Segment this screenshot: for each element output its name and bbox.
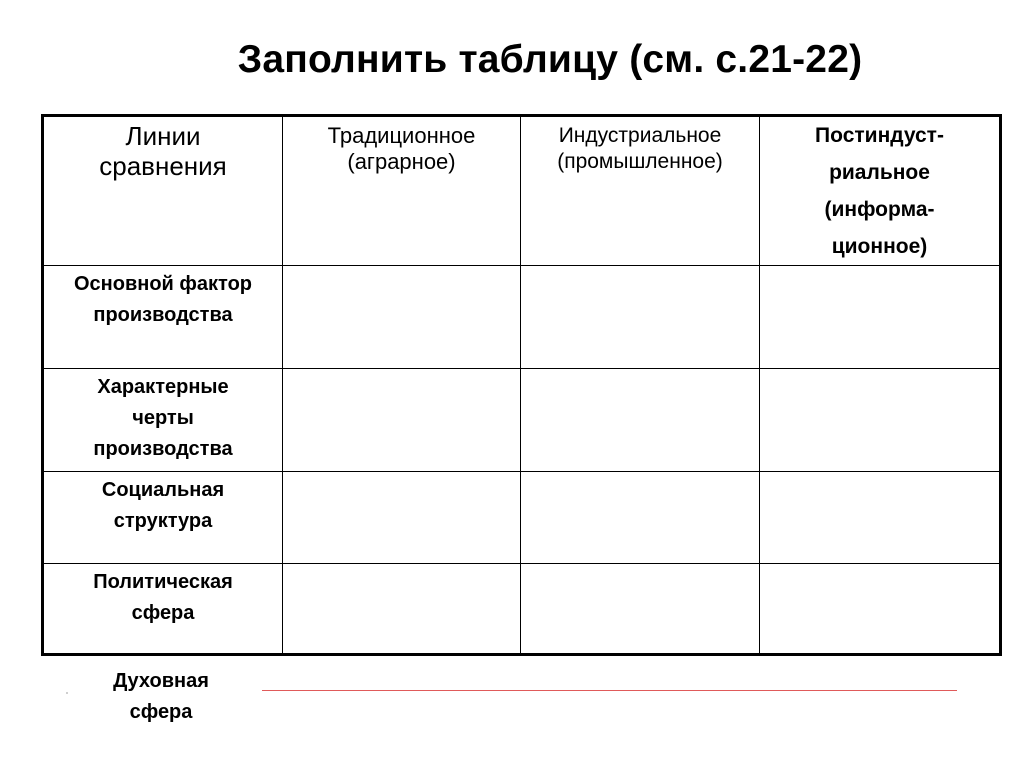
table-row xyxy=(43,266,1001,369)
table-cell-empty[interactable] xyxy=(521,266,760,369)
table-cell-empty[interactable] xyxy=(283,472,521,564)
table-cell-empty[interactable] xyxy=(760,472,1001,564)
header-text-line: риальное xyxy=(829,161,930,184)
header-cell-industrial xyxy=(521,116,760,266)
header-text-line: Индустриальное xyxy=(558,124,722,147)
row-label-line: структура xyxy=(113,510,213,532)
row-label-line: Характерные xyxy=(97,376,229,398)
row-label-line: производства xyxy=(93,304,233,326)
row-label-production-features xyxy=(43,369,283,472)
row-label-line: Политическая xyxy=(93,571,233,593)
page-title: Заполнить таблицу (см. с.21-22) xyxy=(237,38,863,81)
table-cell-empty[interactable] xyxy=(760,266,1001,369)
row-label-line: Основной фактор xyxy=(73,273,253,295)
row-label-political-sphere xyxy=(43,564,283,655)
table-cell-empty[interactable] xyxy=(283,369,521,472)
table-row xyxy=(43,564,1001,655)
header-text-line: ционное) xyxy=(831,235,928,258)
table-header-row xyxy=(43,116,1001,266)
table-row xyxy=(43,472,1001,564)
header-text-line: (промышленное) xyxy=(557,150,723,173)
row-label-line: черты xyxy=(132,407,194,429)
row-label-line: Социальная xyxy=(101,479,225,501)
row-label-line: сфера xyxy=(131,602,195,624)
header-cell-traditional xyxy=(283,116,521,266)
row-label-line: Духовная xyxy=(113,670,209,692)
header-text-line: Традиционное xyxy=(327,123,476,148)
table-cell-empty[interactable] xyxy=(521,369,760,472)
row-label-line: сфера xyxy=(129,701,193,723)
row-label-line: производства xyxy=(93,438,233,460)
header-text-line: Постиндуст- xyxy=(815,124,944,147)
row-label-spiritual-sphere xyxy=(86,666,236,728)
row-label-social-structure xyxy=(43,472,283,564)
fill-in-line xyxy=(262,690,957,691)
header-text-line: сравнения xyxy=(99,151,227,181)
header-cell-comparison-lines xyxy=(43,116,283,266)
header-text-line: (информа- xyxy=(824,198,935,221)
table-cell-empty[interactable] xyxy=(760,369,1001,472)
table-cell-empty[interactable] xyxy=(521,472,760,564)
table-cell-empty[interactable] xyxy=(283,564,521,655)
header-text-line: Линии xyxy=(125,121,201,151)
table-cell-empty[interactable] xyxy=(760,564,1001,655)
table-cell-empty[interactable] xyxy=(521,564,760,655)
table-row xyxy=(43,369,1001,472)
table-cell-empty[interactable] xyxy=(283,266,521,369)
header-text-line: (аграрное) xyxy=(347,149,456,174)
header-cell-postindustrial xyxy=(760,116,1001,266)
comparison-table xyxy=(41,114,1002,656)
stray-dot xyxy=(66,692,68,694)
row-label-main-production-factor xyxy=(43,266,283,369)
